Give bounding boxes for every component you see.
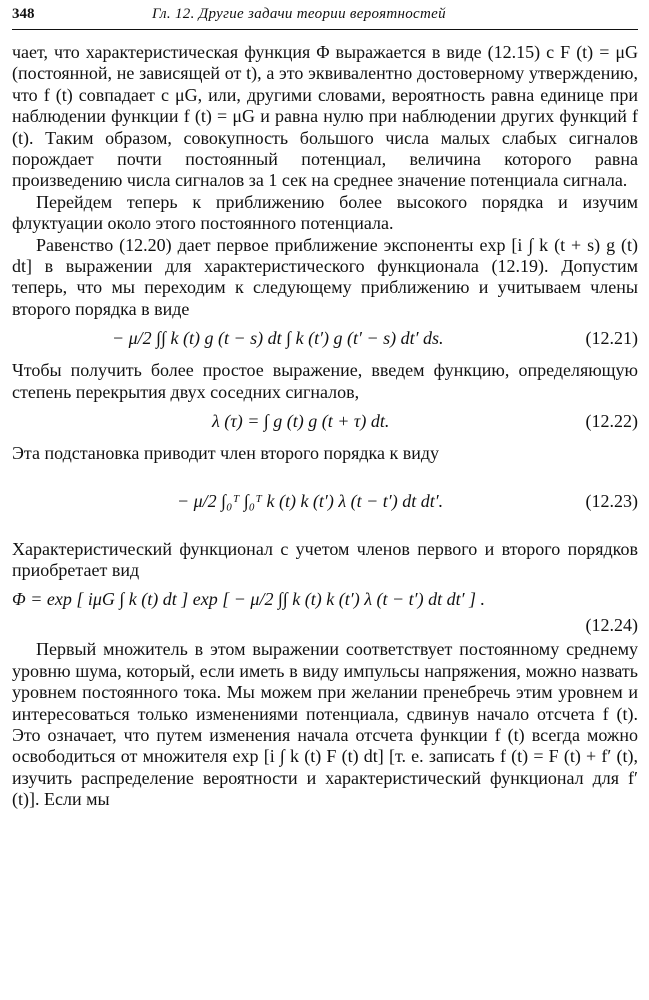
paragraph-3: Равенство (12.20) дает первое приближение экспоненты exp [i ∫ k (t + s) g (t) dt] в выражении для характеристического функционала (12.19). Допустим теперь, что мы переходим к следующему приближению и учитываем члены второго порядка в виде [12,234,638,319]
equation-expression: − μ/2 ∫₀ᵀ ∫₀ᵀ k (t) k (t′) λ (t − t′) dt dt′. [177,490,444,511]
running-header [12,6,638,30]
equation-12-23 [12,465,638,539]
equation-number: (12.22) [585,411,638,432]
running-title: Гл. 12. Другие задачи теории вероятностей [152,6,446,22]
paragraph-6: Характеристический функционал с учетом членов первого и второго порядков приобретает вид [12,538,638,580]
equation-expression: − μ/2 ∫∫ k (t) g (t − s) dt ∫ k (t′) g (t′ − s) dt′ ds. [112,328,444,349]
equation-expression: λ (τ) = ∫ g (t) g (t + τ) dt. [212,411,390,432]
paragraph-2: Перейдем теперь к приближению более высокого порядка и изучим флуктуации около этого постоянного потенциала. [12,191,638,234]
equation-number: (12.21) [585,328,638,349]
equation-12-24 [12,581,638,639]
paragraph-4: Чтобы получить более простое выражение, введем функцию, определяющую степень перекрытия двух соседних сигналов, [12,360,638,402]
equation-expression: Φ = exp [ iμG ∫ k (t) dt ] exp [ − μ/2 ∫∫ k (t) k (t′) λ (t − t′) dt dt′ ] . [12,589,486,610]
paragraph-1: чает, что характеристическая функция Φ выражается в виде (12.15) с F (t) = μG (постоянной, не зависящей от t), а это эквивалентно достоверному утверждению, что f (t) совпадает с μG, или, другими словами, вероятность равна единице при наблюдении функции f (t) = μG и равна нулю при наблюдении других функций f (t). Таким образом, совокупность большого числа малых слабых сигналов порождает почти постоянный потенциал, величина которого равна произведению числа сигналов за 1 сек на среднее значение потенциала сигнала. [12,42,638,191]
book-page [12,6,638,810]
equation-number: (12.24) [585,615,638,636]
paragraph-7: Первый множитель в этом выражении соответствует постоянному среднему уровню шума, который, если иметь в виду импульсы напряжения, можно назвать уровнем постоянного тока. Мы можем при желании пренебречь этим уровнем и интересоваться только изменениями потенциала, сдвинув начало отсчета f (t). Это означает, что путем изменения начала отсчета функции f (t) всегда можно освободиться от множителя exp [i ∫ k (t) F (t) dt] [т. е. записать f (t) = F (t) + f′ (t), изучить распределение вероятности и характеристический функционал для f′ (t)]. Если мы [12,639,638,810]
page-number: 348 [12,6,35,22]
paragraph-5: Эта подстановка приводит член второго порядка к виду [12,443,440,464]
header-rule [12,29,638,30]
equation-12-22 [12,403,638,443]
equation-12-21 [12,320,638,360]
page-body [12,42,638,811]
equation-number: (12.23) [585,490,638,511]
